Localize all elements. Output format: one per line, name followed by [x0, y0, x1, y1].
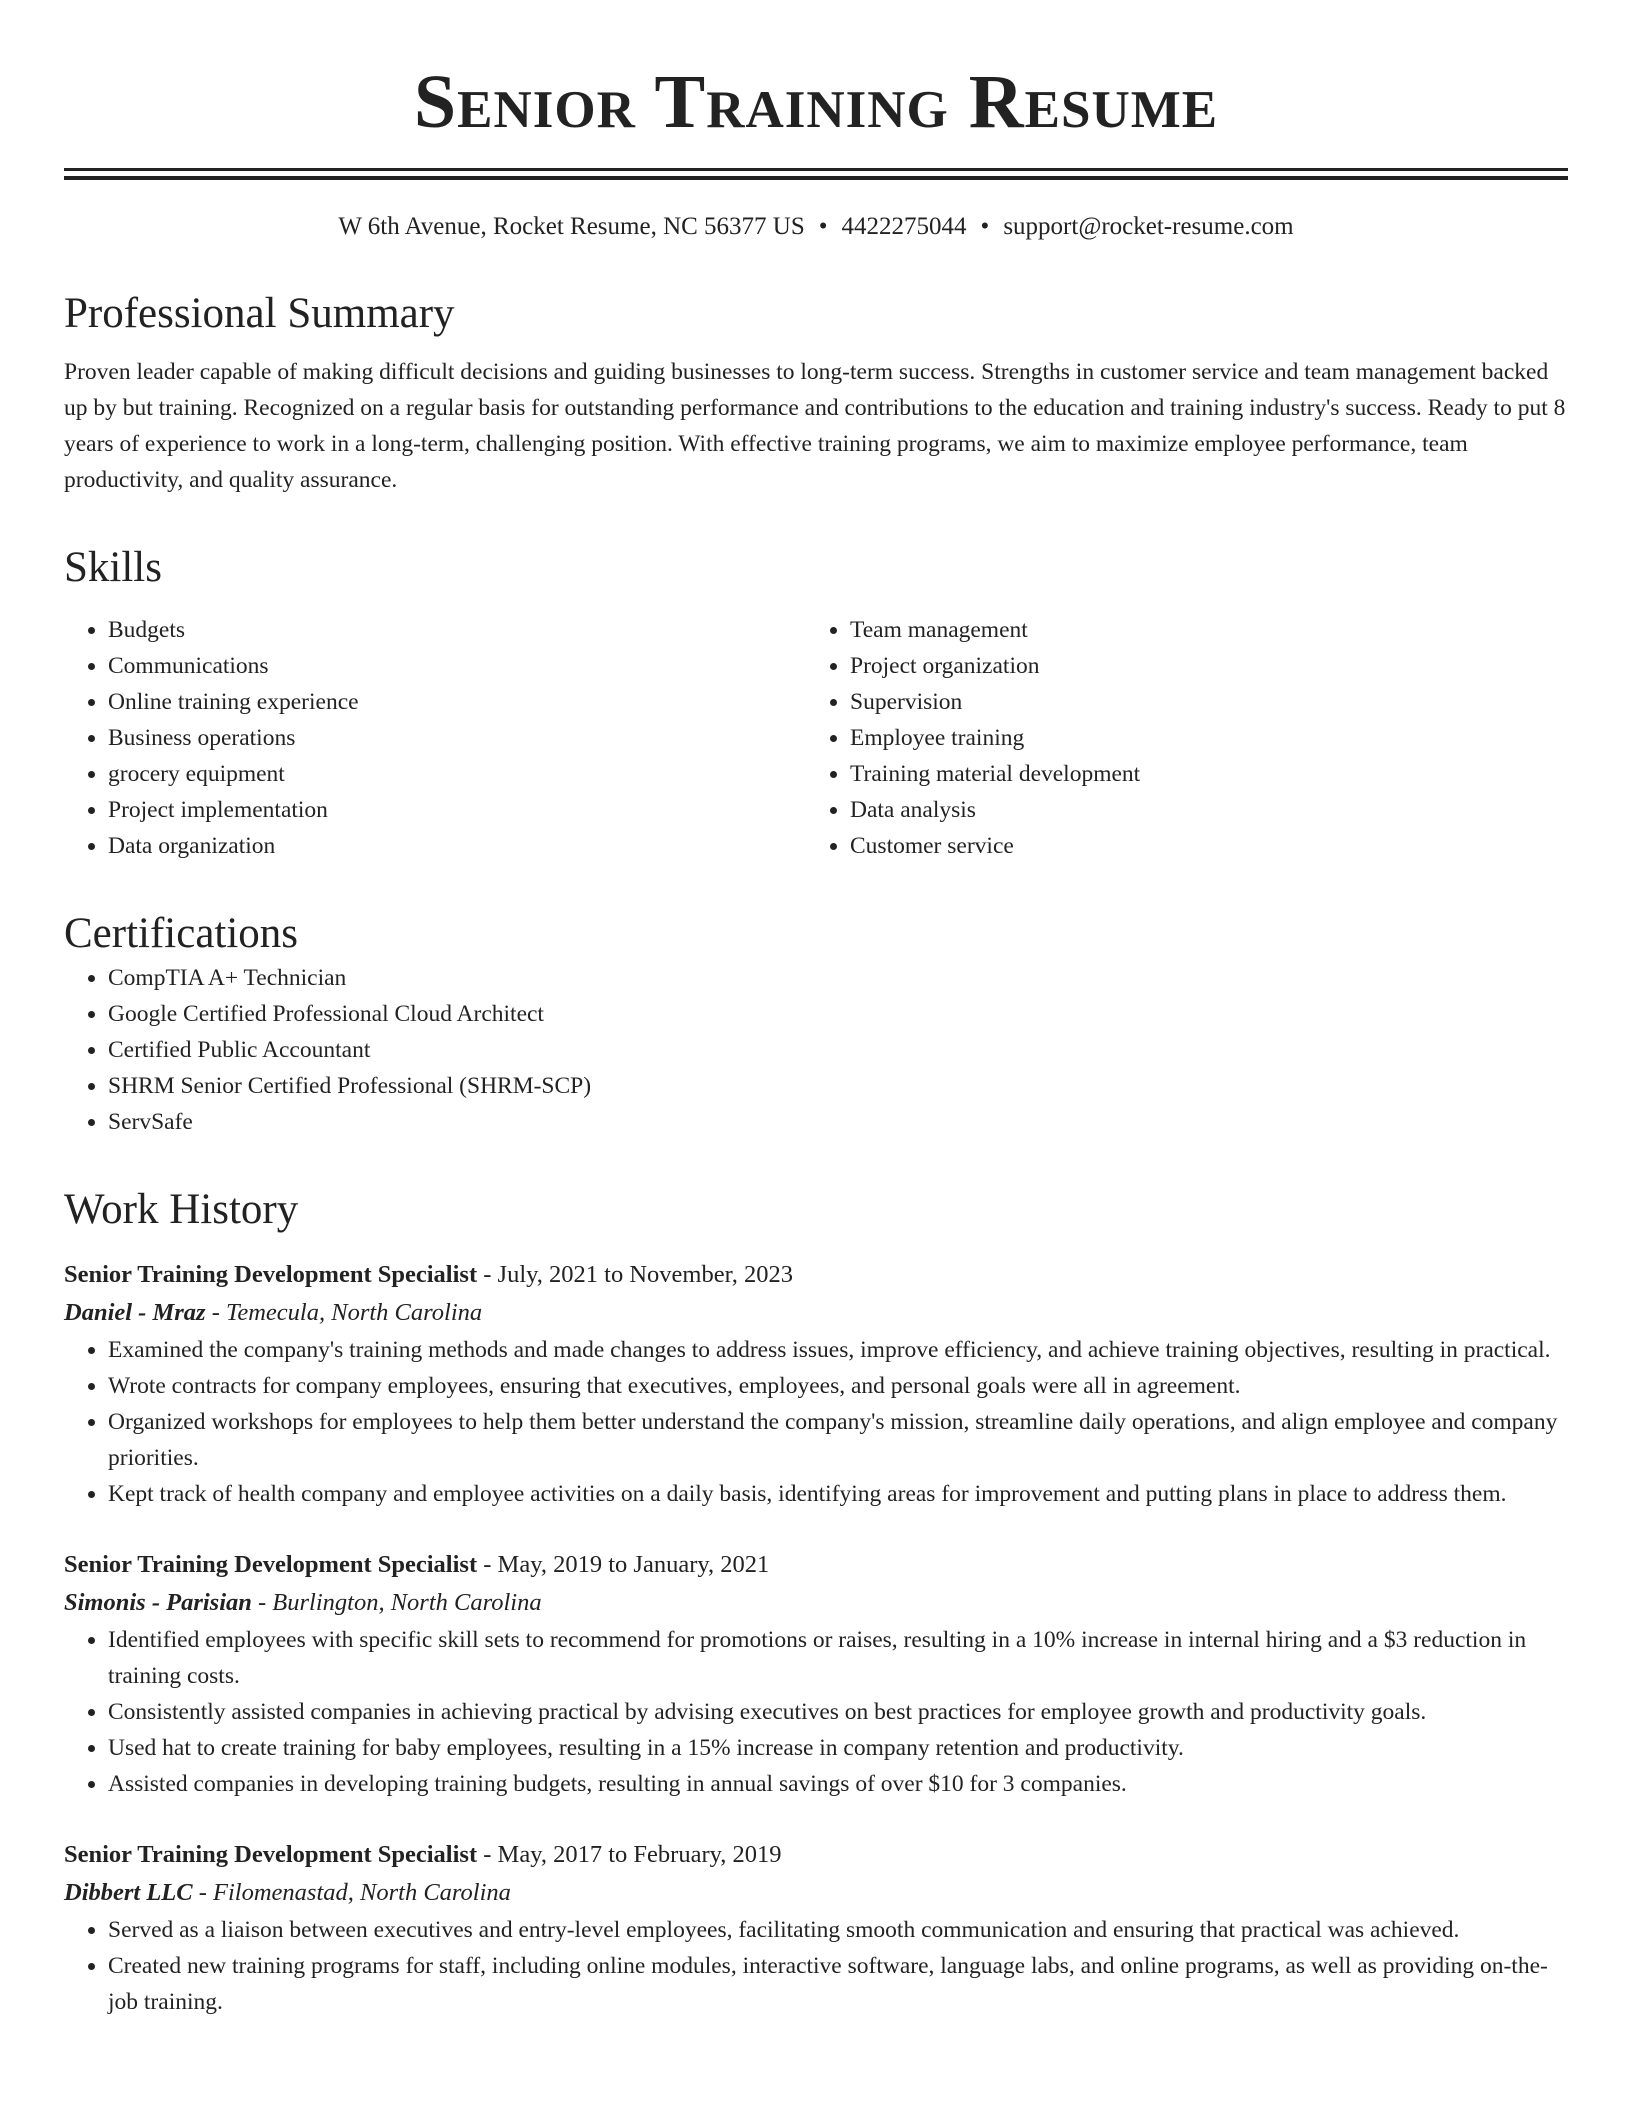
- skill-item: • Budgets: [108, 612, 806, 648]
- job-header: [64, 1546, 1568, 1584]
- skills-list-right: [806, 612, 1548, 864]
- certification-item: • Certified Public Accountant: [108, 1032, 1568, 1068]
- skill-item: • grocery equipment: [108, 756, 806, 792]
- job-header: [64, 1256, 1568, 1294]
- skill-item: • Business operations: [108, 720, 806, 756]
- skill-item: • Employee training: [850, 720, 1548, 756]
- resume-page: [64, 0, 1568, 2020]
- job-location: - Burlington, North Carolina: [251, 1589, 542, 1616]
- skills-columns: [64, 612, 1568, 864]
- work-history-section: [64, 1184, 1568, 2020]
- job-employer: [64, 1874, 1568, 1912]
- job-dates: - May, 2019 to January, 2021: [477, 1551, 770, 1578]
- job-title: Senior Training Development Specialist: [64, 1261, 478, 1288]
- job-dates: - May, 2017 to February, 2019: [477, 1841, 782, 1868]
- job-bullet: • Examined the company's training methods and made changes to address issues, improve efficiency, and achieve training objectives, resulting in practical.: [108, 1332, 1568, 1368]
- summary-section: [64, 288, 1568, 498]
- job-bullet: • Assisted companies in developing training budgets, resulting in annual savings of over $10 for 3 companies.: [108, 1766, 1568, 1802]
- contact-address: W 6th Avenue, Rocket Resume, NC 56377 US: [338, 213, 805, 240]
- certifications-list: [64, 960, 1568, 1140]
- job-company: Daniel - Mraz: [64, 1299, 206, 1326]
- job-bullet: • Consistently assisted companies in achieving practical by advising executives on best practices for employee growth and productivity goals.: [108, 1694, 1568, 1730]
- job-entry: [64, 1836, 1568, 2020]
- certifications-heading: Certifications: [64, 910, 299, 957]
- skills-section: [64, 542, 1568, 864]
- job-title: Senior Training Development Specialist: [64, 1551, 478, 1578]
- job-location: - Filomenastad, North Carolina: [192, 1879, 511, 1906]
- contact-separator: •: [818, 213, 828, 240]
- certifications-section: [64, 908, 1568, 1140]
- resume-title: Senior Training Resume: [413, 60, 1219, 144]
- job-bullet: • Created new training programs for staff, including online modules, interactive software, language labs, and online programs, as well as providing on-the-job training.: [108, 1948, 1568, 2020]
- job-dates: - July, 2021 to November, 2023: [477, 1261, 794, 1288]
- job-entry: [64, 1256, 1568, 1512]
- skill-item: • Training material development: [850, 756, 1548, 792]
- contact-phone: 4422275044: [841, 213, 967, 240]
- skill-item: • Team management: [850, 612, 1548, 648]
- job-company: Simonis - Parisian: [64, 1589, 252, 1616]
- summary-text: Proven leader capable of making difficult decisions and guiding businesses to long-term success. Strengths in customer service and team management backed up by but training. Recognized on a regular basis for outstanding performance and contributions to the education and training industry's success. Ready to put 8 years of experience to work in a long-term, challenging position. With effective training programs, we aim to maximize employee performance, team productivity, and quality assurance.: [64, 359, 1566, 493]
- job-bullet: • Used hat to create training for baby employees, resulting in a 15% increase in company retention and productivity.: [108, 1730, 1568, 1766]
- job-employer: [64, 1584, 1568, 1622]
- skills-column-right: [806, 612, 1548, 864]
- job-company: Dibbert LLC: [64, 1879, 193, 1906]
- job-title: Senior Training Development Specialist: [64, 1841, 478, 1868]
- job-bullets: [64, 1912, 1568, 2020]
- job-header: [64, 1836, 1568, 1874]
- contact-separator: •: [980, 213, 990, 240]
- job-entry: [64, 1546, 1568, 1802]
- job-employer: [64, 1294, 1568, 1332]
- job-bullets: [64, 1332, 1568, 1512]
- job-bullet: • Organized workshops for employees to help them better understand the company's mission, streamline daily operations, and align employee and company priorities.: [108, 1404, 1568, 1476]
- skill-item: • Supervision: [850, 684, 1548, 720]
- skills-column-left: [64, 612, 806, 864]
- job-bullet: • Identified employees with specific skill sets to recommend for promotions or raises, resulting in a 10% increase in internal hiring and a $3 reduction in training costs.: [108, 1622, 1568, 1694]
- certification-item: • CompTIA A+ Technician: [108, 960, 1568, 996]
- skills-list-left: [64, 612, 806, 864]
- job-bullets: [64, 1622, 1568, 1802]
- skill-item: • Communications: [108, 648, 806, 684]
- certification-item: • SHRM Senior Certified Professional (SHRM-SCP): [108, 1068, 1568, 1104]
- skill-item: • Project implementation: [108, 792, 806, 828]
- contact-line: [64, 210, 1568, 244]
- skill-item: • Data analysis: [850, 792, 1548, 828]
- skill-item: • Customer service: [850, 828, 1548, 864]
- job-location: - Temecula, North Carolina: [205, 1299, 483, 1326]
- skill-item: • Project organization: [850, 648, 1548, 684]
- job-bullet: • Kept track of health company and employee activities on a daily basis, identifying areas for improvement and putting plans in place to address them.: [108, 1476, 1568, 1512]
- certification-item: • Google Certified Professional Cloud Architect: [108, 996, 1568, 1032]
- skill-item: • Online training experience: [108, 684, 806, 720]
- job-bullet: • Wrote contracts for company employees, ensuring that executives, employees, and personal goals were all in agreement.: [108, 1368, 1568, 1404]
- job-bullet: • Served as a liaison between executives and entry-level employees, facilitating smooth communication and ensuring that practical was achieved.: [108, 1912, 1568, 1948]
- work-history-heading: Work History: [64, 1186, 299, 1233]
- summary-heading: Professional Summary: [64, 290, 455, 337]
- contact-email: support@rocket-resume.com: [1003, 213, 1294, 240]
- skills-heading: Skills: [64, 544, 162, 591]
- skill-item: • Data organization: [108, 828, 806, 864]
- title-rule-top: [64, 168, 1568, 171]
- title-rule-bottom: [64, 176, 1568, 180]
- certification-item: • ServSafe: [108, 1104, 1568, 1140]
